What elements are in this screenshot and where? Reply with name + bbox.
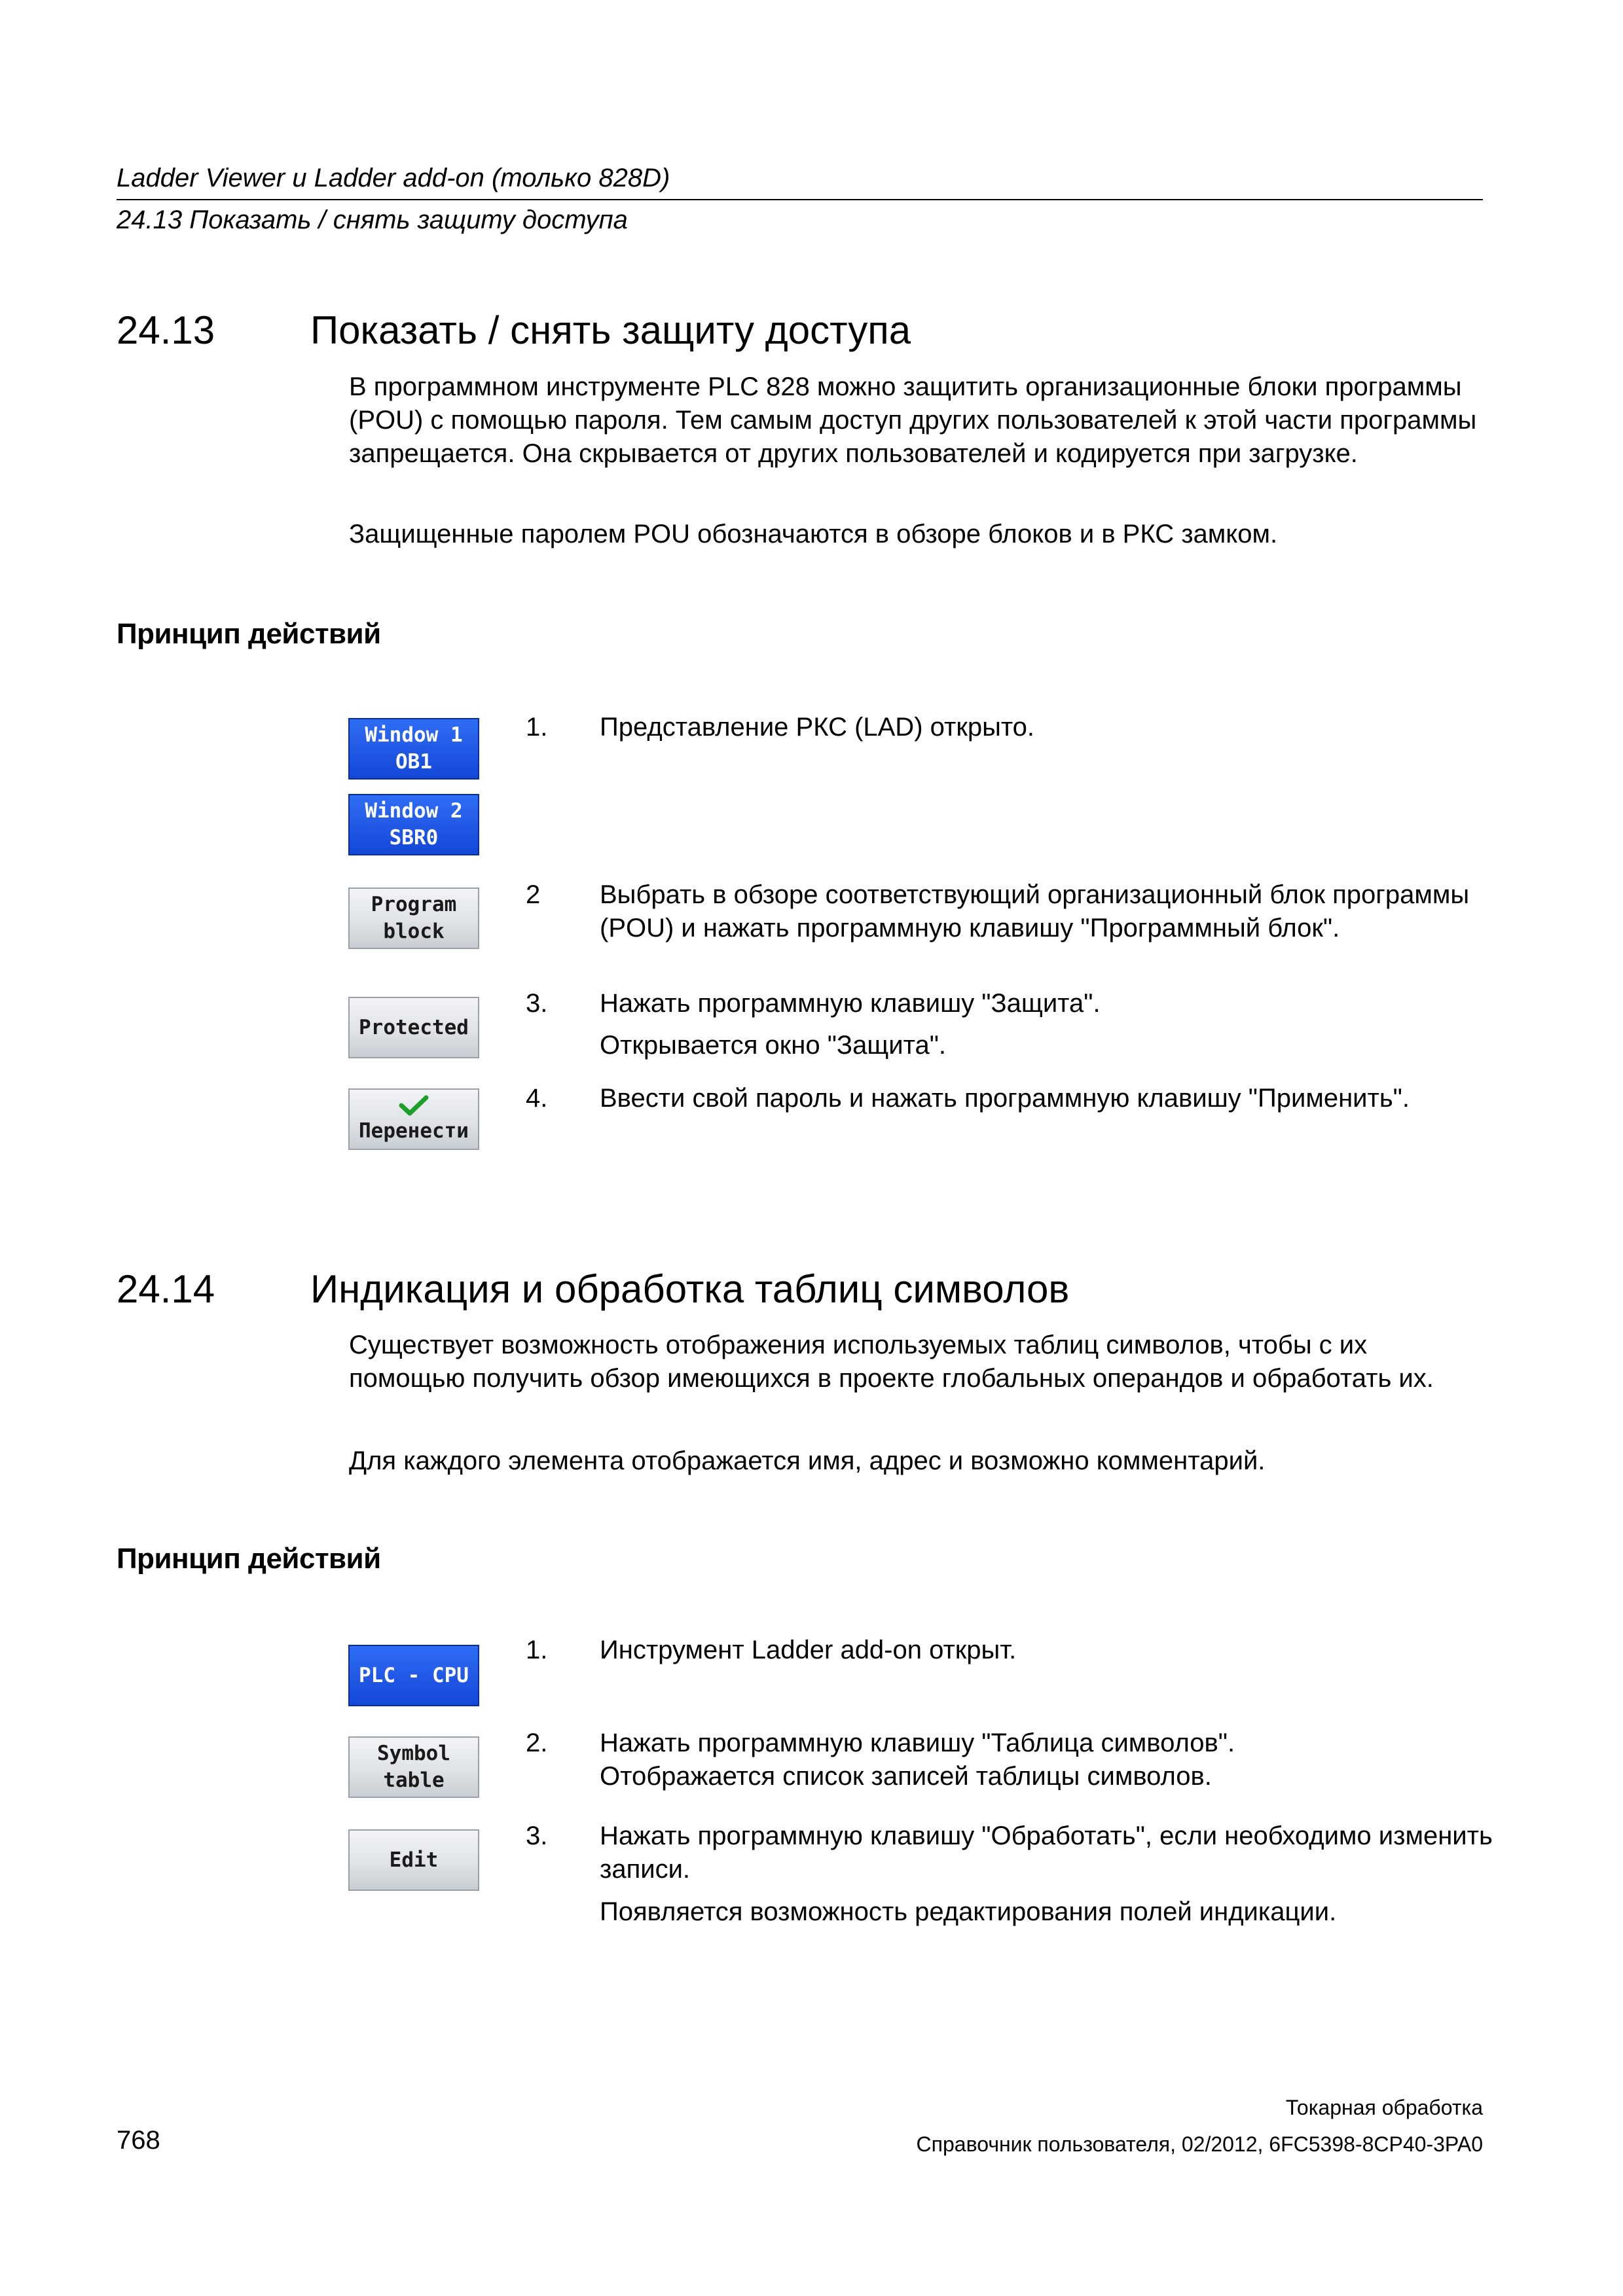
section2-paragraph-2: Для каждого элемента отображается имя, адрес и возможно комментарий. — [349, 1446, 1266, 1475]
softkey-label: PLC - CPU — [359, 1663, 469, 1687]
softkey-label-line1: Program — [371, 893, 457, 916]
section-number: 24.13 — [117, 308, 215, 352]
softkey-label-line1: Symbol — [377, 1742, 450, 1765]
softkey-label: Перенести — [359, 1119, 469, 1143]
step-text: Нажать программную клавишу "Обработать", если необходимо изменить записи. — [600, 1821, 1493, 1884]
footer-product: Токарная обработка — [1285, 2096, 1483, 2119]
softkey-apply[interactable] — [348, 1088, 479, 1150]
softkey-plc-cpu[interactable] — [348, 1645, 479, 1706]
checkmark-icon — [397, 1094, 430, 1117]
step-result-text: Появляется возможность редактирования полей индикации. — [600, 1897, 1337, 1926]
section-title-text: Показать / снять защиту доступа — [310, 308, 911, 352]
step-number: 2. — [526, 1729, 548, 1757]
footer-manual: Справочник пользователя, 02/2012, 6FC5398-8CP40-3PA0 — [916, 2132, 1483, 2156]
softkey-protected[interactable] — [348, 997, 479, 1058]
step-text: Нажать программную клавишу "Защита". — [600, 989, 1101, 1018]
softkey-label: Protected — [359, 1015, 469, 1039]
section1-subheading: Принцип действий — [117, 618, 381, 650]
softkey-window-2-sbr0[interactable] — [348, 794, 479, 855]
step-text: Выбрать в обзоре соответствующий организационный блок программы (POU) и нажать программную клавишу "Программный блок". — [600, 880, 1470, 942]
step-number: 3. — [526, 1821, 548, 1850]
section1-paragraph-1: В программном инструменте PLC 828 можно защитить организационные блоки программы (POU) с помощью пароля. Тем самым доступ других пользователей к этой части программы запрещается. Она скрывается от других пользователей и кодируется при загрузке. — [349, 372, 1477, 468]
section-24-13-title — [117, 308, 911, 353]
step-text: Нажать программную клавишу "Таблица символов". — [600, 1729, 1235, 1757]
section-number: 24.14 — [117, 1267, 215, 1311]
step-text: Представление РКС (LAD) открыто. — [600, 713, 1035, 742]
step-number: 1. — [526, 1636, 548, 1664]
section2-subheading: Принцип действий — [117, 1543, 381, 1575]
softkey-label-line2: OB1 — [395, 750, 432, 774]
step-number: 2 — [526, 880, 541, 909]
softkey-label-line2: SBR0 — [389, 826, 439, 850]
step-text: Ввести свой пароль и нажать программную клавишу "Применить". — [600, 1084, 1410, 1113]
header-rule — [117, 199, 1483, 200]
softkey-edit[interactable] — [348, 1829, 479, 1891]
running-header-section: 24.13 Показать / снять защиту доступа — [117, 206, 628, 234]
softkey-label-line1: Window 2 — [365, 799, 463, 823]
step-number: 3. — [526, 989, 548, 1018]
section-title-text: Индикация и обработка таблиц символов — [310, 1267, 1070, 1311]
step-result-text: Отображается список записей таблицы символов. — [600, 1762, 1212, 1791]
section2-paragraph-1: Существует возможность отображения используемых таблиц символов, чтобы с их помощью получить обзор имеющихся в проекте глобальных операндов и обработать их. — [349, 1331, 1434, 1393]
section-24-14-title — [117, 1266, 1069, 1312]
section1-paragraph-2: Защищенные паролем POU обозначаются в обзоре блоков и в РКС замком. — [349, 520, 1278, 548]
softkey-window-1-ob1[interactable] — [348, 718, 479, 780]
step-number: 4. — [526, 1084, 548, 1113]
step-text: Инструмент Ladder add-on открыт. — [600, 1636, 1017, 1664]
step-result-text: Открывается окно "Защита". — [600, 1031, 947, 1060]
running-header-chapter: Ladder Viewer и Ladder add-on (только 828D) — [117, 164, 670, 192]
softkey-symbol-table[interactable] — [348, 1736, 479, 1798]
softkey-label-line1: Window 1 — [365, 723, 463, 747]
softkey-label: Edit — [389, 1848, 439, 1872]
softkey-label-line2: table — [383, 1768, 445, 1792]
page-number: 768 — [117, 2126, 160, 2155]
step-number: 1. — [526, 713, 548, 742]
softkey-label-line2: block — [383, 920, 445, 943]
softkey-program-block[interactable] — [348, 888, 479, 949]
